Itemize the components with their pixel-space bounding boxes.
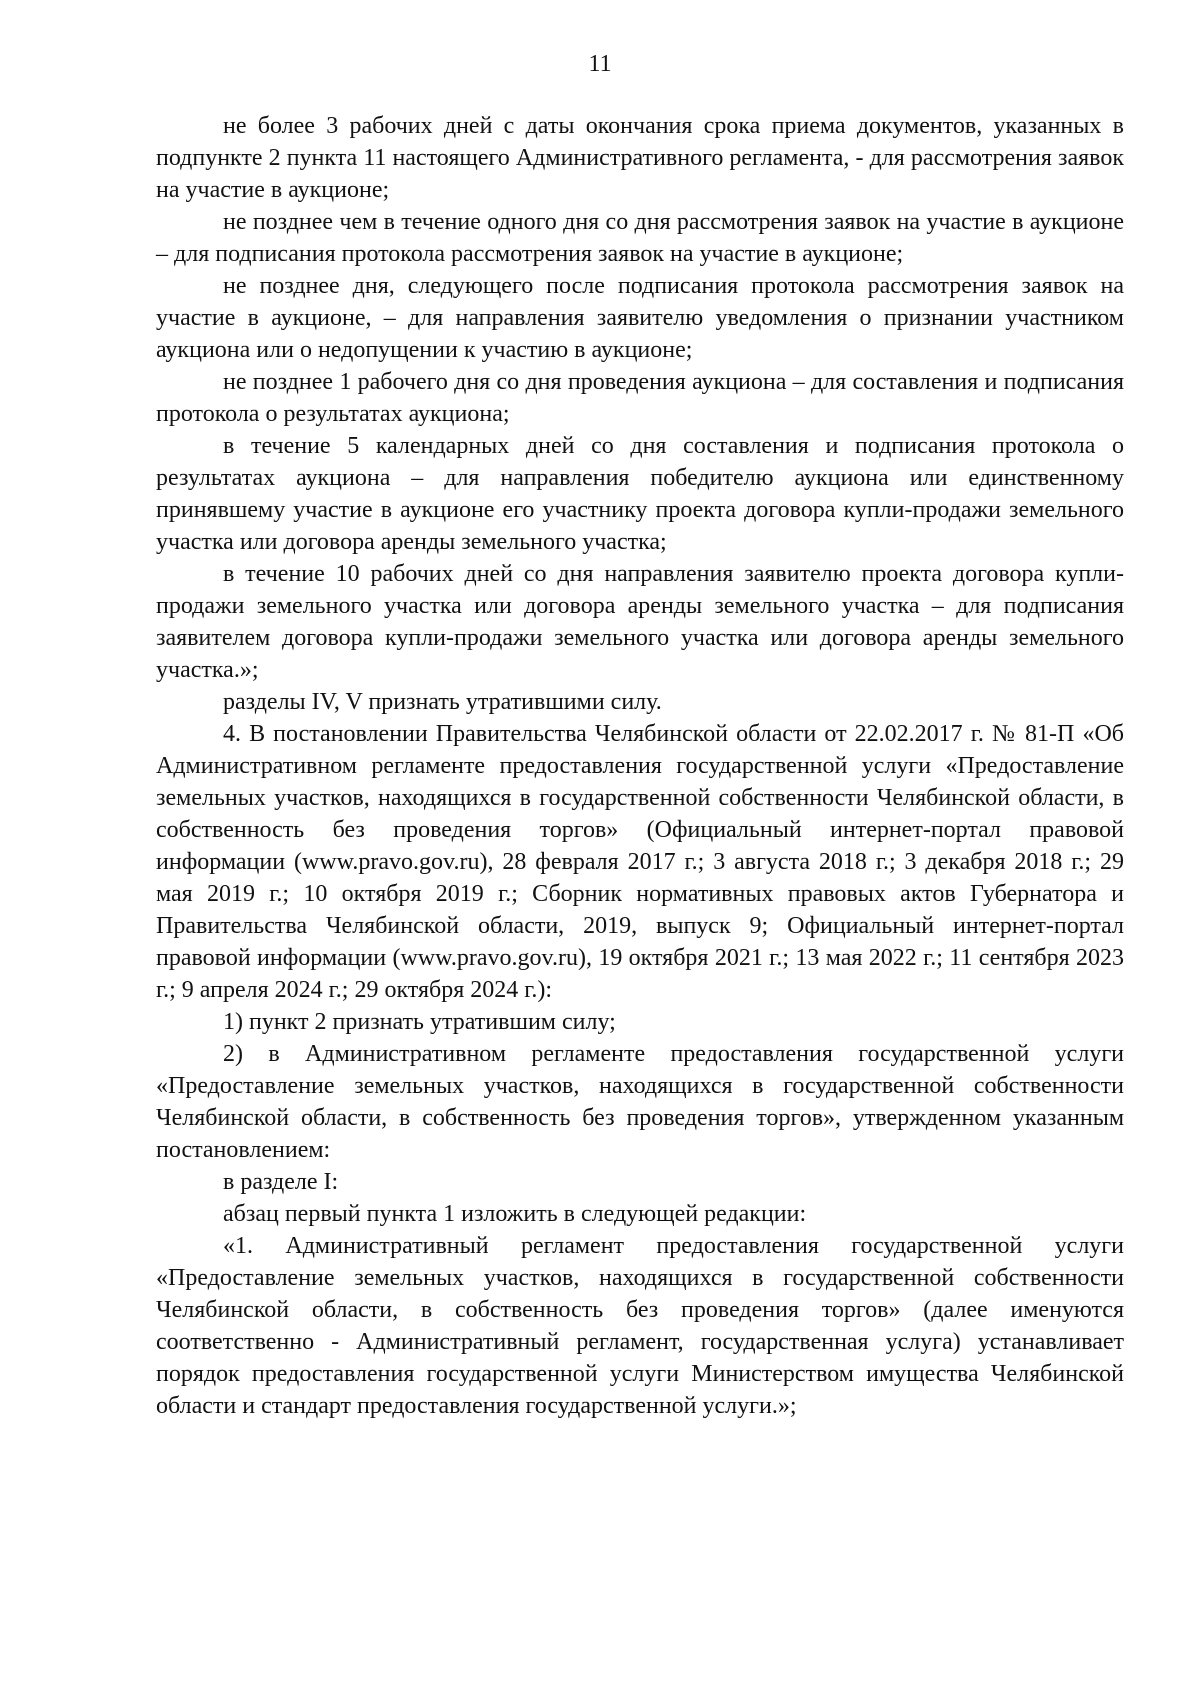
paragraph-section-1: в разделе I: bbox=[223, 1169, 339, 1195]
document-body bbox=[156, 110, 1124, 1422]
paragraph-deadline-contract-draft: в течение 5 календарных дней со дня составления и подписания протокола о результатах аукциона – для направления победителю аукциона или единственному принявшему участие в аукционе его участнику проекта договора купли-продажи земельного участка или договора аренды земельного участка; bbox=[156, 433, 1124, 555]
paragraph-sections-repealed: разделы IV, V признать утратившими силу. bbox=[223, 689, 662, 715]
page-number: 11 bbox=[588, 51, 612, 77]
paragraph-subitem-1: 1) пункт 2 признать утратившим силу; bbox=[223, 1009, 616, 1035]
paragraph-item-4: 4. В постановлении Правительства Челябинской области от 22.02.2017 г. № 81-П «Об Административном регламенте предоставления государственной услуги «Предоставление земельных участков, находящихся в государственной собственности Челябинской области, в собственность без проведения торгов» (Официальный интернет-портал правовой информации (www.pravo.gov.ru), 28 февраля 2017 г.; 3 августа 2018 г.; 3 декабря 2018 г.; 29 мая 2019 г.; 10 октября 2019 г.; Сборник нормативных правовых актов Губернатора и Правительства Челябинской области, 2019, выпуск 9; Официальный интернет-портал правовой информации (www.pravo.gov.ru), 19 октября 2021 г.; 13 мая 2022 г.; 11 сентября 2023 г.; 9 апреля 2024 г.; 29 октября 2024 г.): bbox=[156, 721, 1124, 1003]
paragraph-clause-1-intro: абзац первый пункта 1 изложить в следующей редакции: bbox=[223, 1201, 807, 1227]
paragraph-deadline-protocol-signing: не позднее чем в течение одного дня со дня рассмотрения заявок на участие в аукционе – для подписания протокола рассмотрения заявок на участие в аукционе; bbox=[156, 209, 1124, 267]
paragraph-deadline-contract-signing: в течение 10 рабочих дней со дня направления заявителю проекта договора купли-продажи земельного участка или договора аренды земельного участка – для подписания заявителем договора купли-продажи земельного участка или договора аренды земельного участка.»; bbox=[156, 561, 1124, 683]
paragraph-deadline-results-protocol: не позднее 1 рабочего дня со дня проведения аукциона – для составления и подписания протокола о результатах аукциона; bbox=[156, 369, 1124, 427]
paragraph-deadline-notification: не позднее дня, следующего после подписания протокола рассмотрения заявок на участие в аукционе, – для направления заявителю уведомления о признании участником аукциона или о недопущении к участию в аукционе; bbox=[156, 273, 1124, 363]
paragraph-deadline-review: не более 3 рабочих дней с даты окончания срока приема документов, указанных в подпункте 2 пункта 11 настоящего Административного регламента, - для рассмотрения заявок на участие в аукционе; bbox=[156, 113, 1124, 203]
paragraph-subitem-2: 2) в Административном регламенте предоставления государственной услуги «Предоставление земельных участков, находящихся в государственной собственности Челябинской области, в собственность без проведения торгов», утвержденном указанным постановлением: bbox=[156, 1041, 1124, 1163]
paragraph-clause-1-text: «1. Административный регламент предоставления государственной услуги «Предоставление земельных участков, находящихся в государственной собственности Челябинской области, в собственность без проведения торгов» (далее именуются соответственно - Административный регламент, государственная услуга) устанавливает порядок предоставления государственной услуги Министерством имущества Челябинской области и стандарт предоставления государственной услуги.»; bbox=[156, 1233, 1124, 1419]
